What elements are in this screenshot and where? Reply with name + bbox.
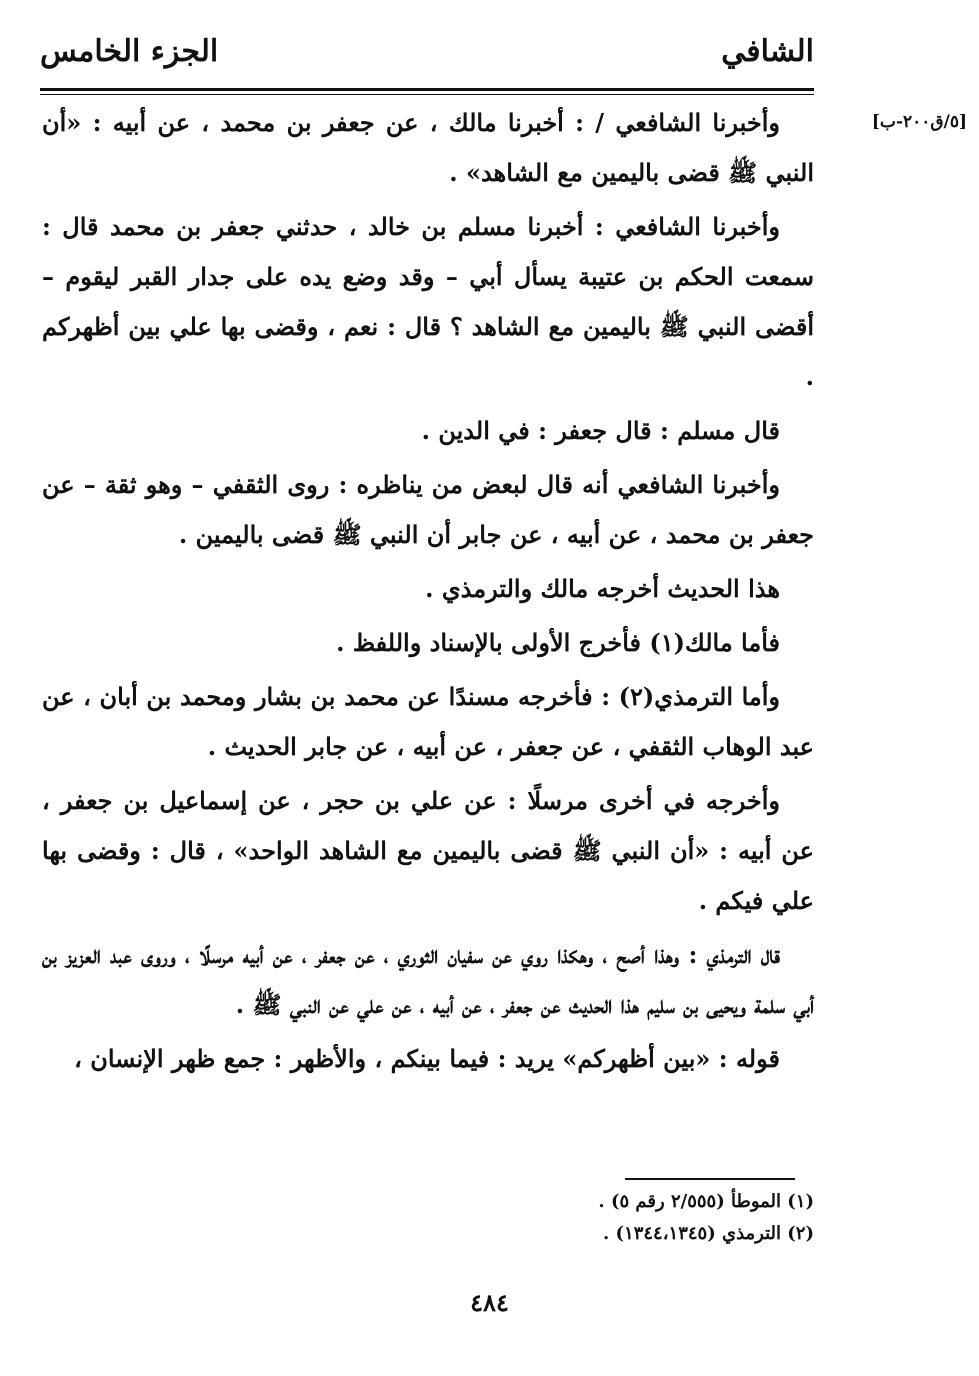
main-text: [42, 98, 814, 1088]
running-header: [40, 30, 814, 86]
footnote: (٢) الترمذي (١٣٤٤،١٣٤٥) .: [602, 1223, 814, 1244]
paragraph: قال الترمذي : وهذا أصح ، وهكذا روي عن سفيان الثوري ، عن جعفر ، عن أبيه مرسلًا ، وروى عبد العزيز بن أبي سلمة ويحيى بن سليم هذا الحديث عن جعفر ، عن أبيه ، عن علي عن النبي ﷺ .: [42, 940, 814, 1019]
footnote: (١) الموطأ (٢/٥٥٥ رقم ٥) .: [598, 1191, 814, 1212]
paragraph: وأخبرنا الشافعي : أخبرنا مسلم بن خالد ، حدثني جعفر بن محمد قال : سمعت الحكم بن عتيبة يسأل أبي – وقد وضع يده على جدار القبر ليقوم – أقضى النبي ﷺ باليمين مع الشاهد ؟ قال : نعم ، وقضى بها علي بين أظهركم .: [42, 212, 814, 391]
paragraph: قال مسلم : قال جعفر : في الدين .: [421, 416, 780, 445]
paragraph: وأما الترمذي(٢) : فأخرجه مسندًا عن محمد بن بشار ومحمد بن أبان ، عن عبد الوهاب الثقفي ، عن جعفر ، عن أبيه ، عن جابر الحديث .: [42, 682, 814, 761]
paragraph: وأخبرنا الشافعي / : أخبرنا مالك ، عن جعفر بن محمد ، عن أبيه : «أن النبي ﷺ قضى باليمين مع الشاهد» .: [42, 108, 814, 187]
part-title: الجزء الخامس: [40, 34, 219, 69]
header-rule: [40, 88, 814, 95]
paragraph: قوله : «بين أظهركم» يريد : فيما بينكم ، والأظهر : جمع ظهر الإنسان ،: [74, 1044, 780, 1073]
manuscript-folio-note: [٥/ق٢٠٠-ب]: [871, 112, 967, 132]
paragraph: وأخرجه في أخرى مرسلًا : عن علي بن حجر ، عن إسماعيل بن جعفر ، عن أبيه : «أن النبي ﷺ قضى باليمين مع الشاهد الواحد» ، قال : وقضى بها علي فيكم .: [42, 786, 814, 915]
page-number: ٤٨٤: [470, 1288, 509, 1317]
footnote-rule: [625, 1178, 795, 1180]
paragraph: هذا الحديث أخرجه مالك والترمذي .: [425, 574, 780, 603]
book-title: الشافي: [721, 34, 814, 69]
paragraph: فأما مالك(١) فأخرج الأولى بالإسناد واللفظ .: [336, 628, 780, 657]
footnotes: [300, 1186, 814, 1250]
paragraph: وأخبرنا الشافعي أنه قال لبعض من يناظره : روى الثقفي – وهو ثقة – عن جعفر بن محمد ، عن أبيه ، عن جابر أن النبي ﷺ قضى باليمين .: [42, 470, 814, 549]
